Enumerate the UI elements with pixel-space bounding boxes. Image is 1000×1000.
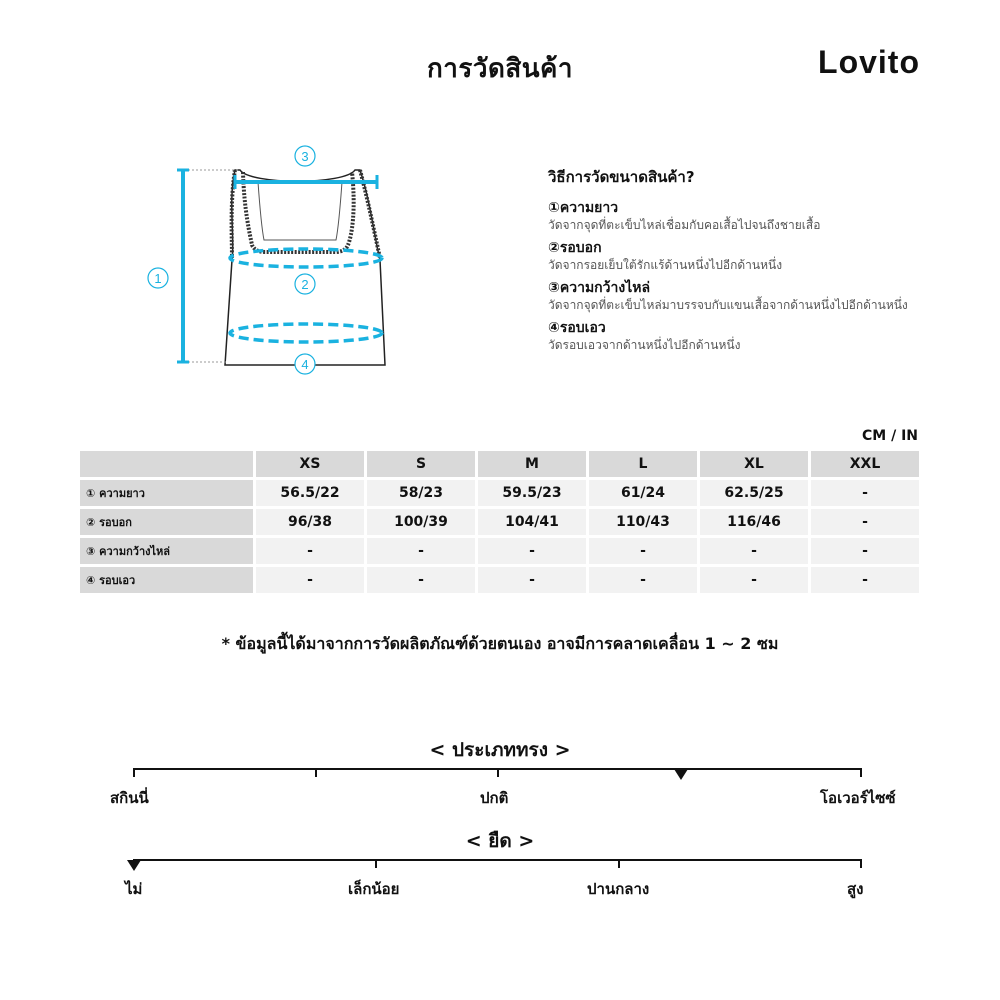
tank-top-illustration [140,140,400,385]
table-cell: 58/23 [367,480,475,506]
table-cell: - [367,567,475,593]
table-cell: - [811,509,919,535]
unit-label: CM / IN [862,428,918,444]
table-cell: - [478,567,586,593]
stretch-scale-line [133,859,862,861]
measure-number: ① [548,200,560,216]
table-cell: 116/46 [700,509,808,535]
label-2-badge [295,274,315,294]
how-to-measure [548,165,968,359]
table-cell: 62.5/25 [700,480,808,506]
fit-tick [497,768,499,777]
row-label: ② รอบอก [80,509,253,535]
table-cell: - [478,538,586,564]
size-header: M [478,451,586,477]
brand-logo: Lovito [818,44,920,80]
table-corner [80,451,253,477]
size-header: XL [700,451,808,477]
stretch-tick [860,859,862,868]
table-cell: 100/39 [367,509,475,535]
table-cell: - [700,538,808,564]
table-cell: - [700,567,808,593]
stretch-label-none: ไม่ [125,880,143,898]
page-title: การวัดสินค้า [427,54,573,84]
table-row [80,538,919,564]
measure-description: วัดจากรอยเย็บใต้รักแร้ด้านหนึ่งไปอีกด้านหนึ่ง [548,258,783,272]
fit-tick [133,768,135,777]
measure-number: ③ [548,280,560,296]
measure-description: วัดจากจุดที่ตะเข็บไหล่มาบรรจบกับแขนเสื้อจากด้านหนึ่งไปอีกด้านหนึ่ง [548,298,908,312]
garment-diagram [140,140,400,385]
svg-text:4: 4 [301,357,309,372]
row-label: ④ รอบเอว [80,567,253,593]
stretch-label-slight: เล็กน้อย [348,880,400,898]
stretch-label-medium: ปานกลาง [587,880,650,898]
fit-tick [860,768,862,777]
measure-name: รอบเอว [559,320,606,336]
table-cell: 96/38 [256,509,364,535]
measure-description: วัดจากจุดที่ตะเข็บไหล่เชื่อมกับคอเสื้อไปจนถึงชายเสื้อ [548,218,821,232]
stretch-tick [618,859,620,868]
table-row [80,509,919,535]
size-header: XS [256,451,364,477]
table-cell: - [811,567,919,593]
measure-item-shoulder [548,279,968,313]
fit-scale-title: < ประเภททรง > [429,739,571,761]
size-header-row [80,451,919,477]
measure-number: ④ [548,320,560,336]
svg-text:3: 3 [301,149,309,164]
how-to-measure-title: วิธีการวัดขนาดสินค้า? [548,168,695,186]
fit-label-regular: ปกติ [480,789,509,807]
stretch-label-high: สูง [847,880,864,898]
label-1-badge [148,268,168,288]
size-table [77,448,922,596]
fit-tick [315,768,317,777]
table-cell: - [367,538,475,564]
row-label: ③ ความกว้างไหล่ [80,538,253,564]
measure-item-bust [548,239,968,273]
svg-text:1: 1 [154,271,162,286]
table-cell: 59.5/23 [478,480,586,506]
table-row [80,567,919,593]
size-header: XXL [811,451,919,477]
fit-label-oversize: โอเวอร์ไซซ์ [820,789,896,807]
label-3-badge [295,146,315,166]
size-header: S [367,451,475,477]
svg-text:2: 2 [301,277,309,292]
stretch-marker [127,860,141,871]
measure-name: รอบอก [559,240,602,256]
table-cell: 110/43 [589,509,697,535]
size-header: L [589,451,697,477]
stretch-scale-title: < ยืด > [465,830,535,852]
measurement-note: * ข้อมูลนี้ได้มาจากการวัดผลิตภัณฑ์ด้วยตนเอง อาจมีการคลาดเคลื่อน 1 ~ 2 ซม [221,634,779,653]
measure-description: วัดรอบเอวจากด้านหนึ่งไปอีกด้านหนึ่ง [548,338,741,352]
label-4-badge [295,354,315,374]
table-cell: - [256,567,364,593]
table-cell: 104/41 [478,509,586,535]
table-cell: 61/24 [589,480,697,506]
measure-name: ความยาว [559,200,619,216]
table-row [80,480,919,506]
measure-item-length [548,199,968,233]
table-cell: 56.5/22 [256,480,364,506]
table-cell: - [811,538,919,564]
table-cell: - [256,538,364,564]
stretch-tick [375,859,377,868]
measure-name: ความกว้างไหล่ [559,280,651,296]
table-cell: - [589,567,697,593]
table-cell: - [589,538,697,564]
table-cell: - [811,480,919,506]
measure-number: ② [548,240,560,256]
fit-marker [674,769,688,780]
fit-label-skinny: สกินนี่ [110,789,149,807]
measure-item-waist [548,319,968,353]
row-label: ① ความยาว [80,480,253,506]
